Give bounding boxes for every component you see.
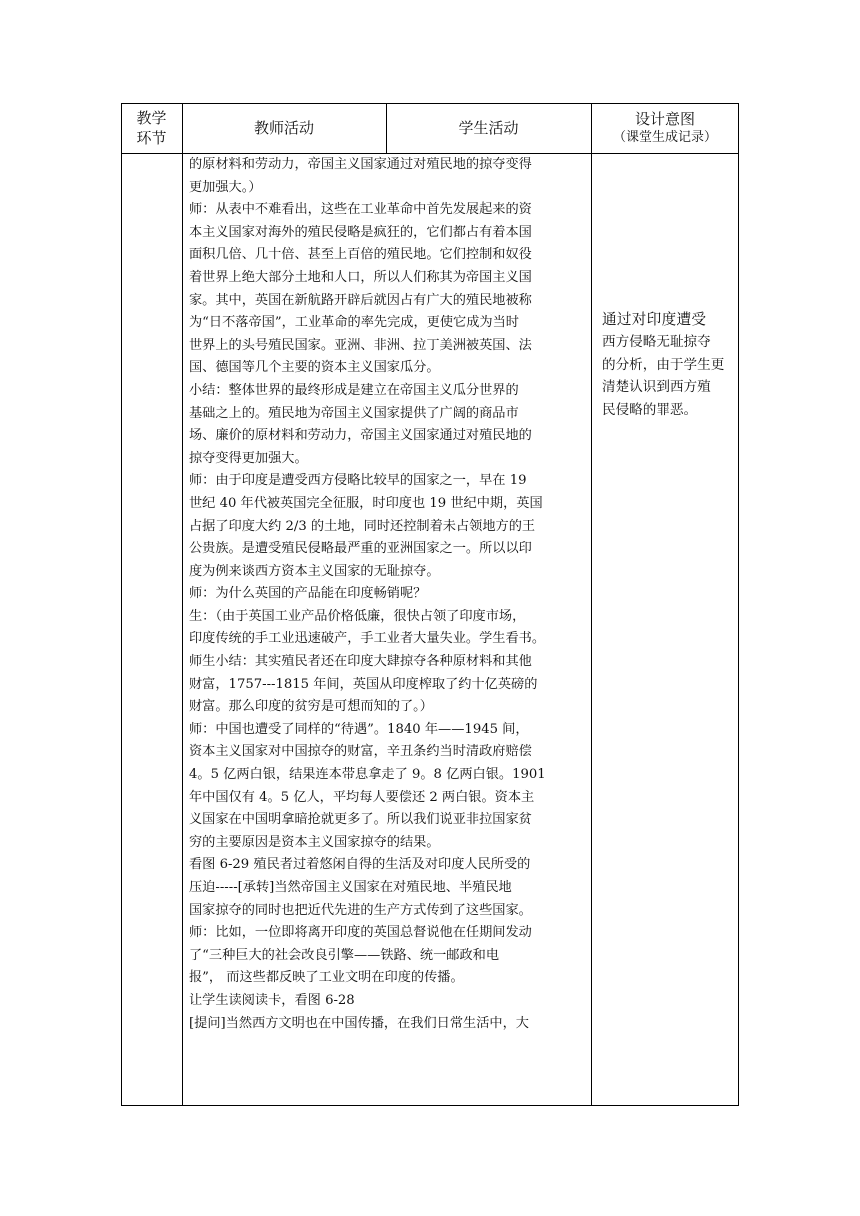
header-stage-line1: 教学 xyxy=(136,109,167,127)
teacher-text-line: 国家掠夺的同时也把近代先进的生产方式传到了这些国家。 xyxy=(189,902,532,918)
teacher-text-line: 义国家在中国明拿暗抢就更多了。所以我们说亚非拉国家贫 xyxy=(189,812,532,828)
teacher-text-line: 印度传统的手工业迅速破产，手工业者大量失业。学生看书。 xyxy=(189,631,546,647)
column-divider-stage xyxy=(182,103,183,1106)
header-design-line1: 设计意图 xyxy=(634,110,695,128)
teacher-text-line: 掠夺变得更加强大。 xyxy=(189,450,308,466)
teacher-text-line: 的原材料和劳动力，帝国主义国家通过对殖民地的掠夺变得 xyxy=(189,157,532,172)
teacher-text-line: 世界上的头号殖民国家。亚洲、非洲、拉丁美洲被英国、法 xyxy=(189,337,532,353)
teacher-text-line: 报”， 而这些都反映了工业文明在印度的传播。 xyxy=(189,970,464,986)
design-text-line: 通过对印度遭受 xyxy=(602,311,707,328)
header-teacher-label: 教师活动 xyxy=(253,119,314,137)
table-border-bottom xyxy=(121,1105,739,1106)
teacher-text-line: 面积几倍、几十倍、甚至上百倍的殖民地。它们控制和奴役 xyxy=(189,247,532,263)
teacher-text-line: 基础之上的。殖民地为帝国主义国家提供了广阔的商品市 xyxy=(189,405,519,421)
teacher-text-line: 年中国仅有 4。5 亿人，平均每人要偿还 2 两白银。资本主 xyxy=(189,789,535,805)
teacher-text-line: 更加强大。） xyxy=(189,179,262,195)
design-text-line: 的分析，由于学生更 xyxy=(602,356,725,373)
teacher-text-line: 师：比如，一位即将离开印度的英国总督说他在任期间发动 xyxy=(189,925,532,941)
teacher-text-line: 看图 6-29 殖民者过着悠闲自得的生活及对印度人民所受的 xyxy=(189,857,531,873)
header-teacher-activity xyxy=(182,103,386,153)
teacher-text-line: 生：（由于英国工业产品价格低廉，很快占领了印度市场， xyxy=(189,608,526,624)
teacher-text-line: 让学生读阅读卡，看图 6-28 xyxy=(189,992,355,1008)
teacher-text-line: 师：中国也遭受了同样的“待遇”。1840 年——1945 间， xyxy=(189,721,529,737)
teacher-text-line: 占据了印度大约 2/3 的土地，同时还控制着未占领地方的王 xyxy=(189,518,536,534)
teacher-text-line: 公贵族。是遭受殖民侵略最严重的亚洲国家之一。所以以印 xyxy=(189,541,532,557)
header-student-label: 学生活动 xyxy=(458,119,519,137)
design-text-line: 清楚认识到西方殖 xyxy=(602,379,711,396)
teacher-text-line: 场、廉价的原材料和劳动力，帝国主义国家通过对殖民地的 xyxy=(189,428,532,444)
teacher-text-line: 本主义国家对海外的殖民侵略是疯狂的，它们都占有着本国 xyxy=(189,224,532,240)
teacher-text-line: 师：从表中不难看出，这些在工业革命中首先发展起来的资 xyxy=(189,202,532,218)
teacher-text-line: 师生小结：其实殖民者还在印度大肆掠夺各种原材料和其他 xyxy=(189,654,532,670)
design-text-line: 西方侵略无耻掠夺 xyxy=(602,334,711,351)
teacher-text-line: 资本主义国家对中国掠夺的财富，辛丑条约当时清政府赔偿 xyxy=(189,744,532,760)
teacher-activity-content xyxy=(189,154,593,1035)
teacher-text-line: 世纪 40 年代被英国完全征服，时印度也 19 世纪中期，英国 xyxy=(189,495,543,511)
teacher-text-line: 财富。那么印度的贫穷是可想而知的了。） xyxy=(189,699,433,715)
teacher-text-line: 师：由于印度是遭受西方侵略比较早的国家之一，早在 19 xyxy=(189,473,527,489)
teacher-text-line: [提问]当然西方文明也在中国传播，在我们日常生活中，大 xyxy=(189,1015,529,1031)
teacher-text-line: 压迫-----[承转]当然帝国主义国家在对殖民地、半殖民地 xyxy=(189,880,512,895)
lesson-plan-table xyxy=(121,103,739,1106)
teacher-text-line: 穷的主要原因是资本主义国家掠夺的结果。 xyxy=(189,834,440,850)
header-stage xyxy=(121,103,182,153)
table-border-left xyxy=(121,103,122,1106)
header-design-line2: （课堂生成记录） xyxy=(612,130,717,145)
teacher-text-line: 4。5 亿两白银，结果连本带息拿走了 9。8 亿两白银。1901 xyxy=(189,767,546,783)
header-stage-line2: 环节 xyxy=(136,129,167,147)
design-text-line: 民侵略的罪恶。 xyxy=(602,401,698,418)
teacher-text-line: 国、德国等几个主要的资本主义国家瓜分。 xyxy=(189,360,440,376)
teacher-text-line: 度为例来谈西方资本主义国家的无耻掠夺。 xyxy=(189,563,440,579)
teacher-text-line: 师：为什么英国的产品能在印度畅销呢？ xyxy=(189,586,427,602)
teacher-text-line: 家。其中，英国在新航路开辟后就因占有广大的殖民地被称 xyxy=(189,292,532,308)
teacher-text-line: 着世界上绝大部分土地和人口，所以人们称其为帝国主义国 xyxy=(189,269,532,285)
design-intent-content xyxy=(602,309,734,421)
header-design-intent xyxy=(591,103,739,153)
teacher-text-line: 了“三种巨大的社会改良引擎——铁路、统一邮政和电 xyxy=(189,947,500,963)
teacher-text-line: 为“日不落帝国”，工业革命的率先完成，更使它成为当时 xyxy=(189,315,519,331)
teacher-text-line: 小结：整体世界的最终形成是建立在帝国主义瓜分世界的 xyxy=(189,382,519,398)
table-border-right xyxy=(738,103,739,1106)
header-student-activity xyxy=(386,103,591,153)
teacher-text-line: 财富，1757---1815 年间，英国从印度榨取了约十亿英磅的 xyxy=(189,676,538,692)
